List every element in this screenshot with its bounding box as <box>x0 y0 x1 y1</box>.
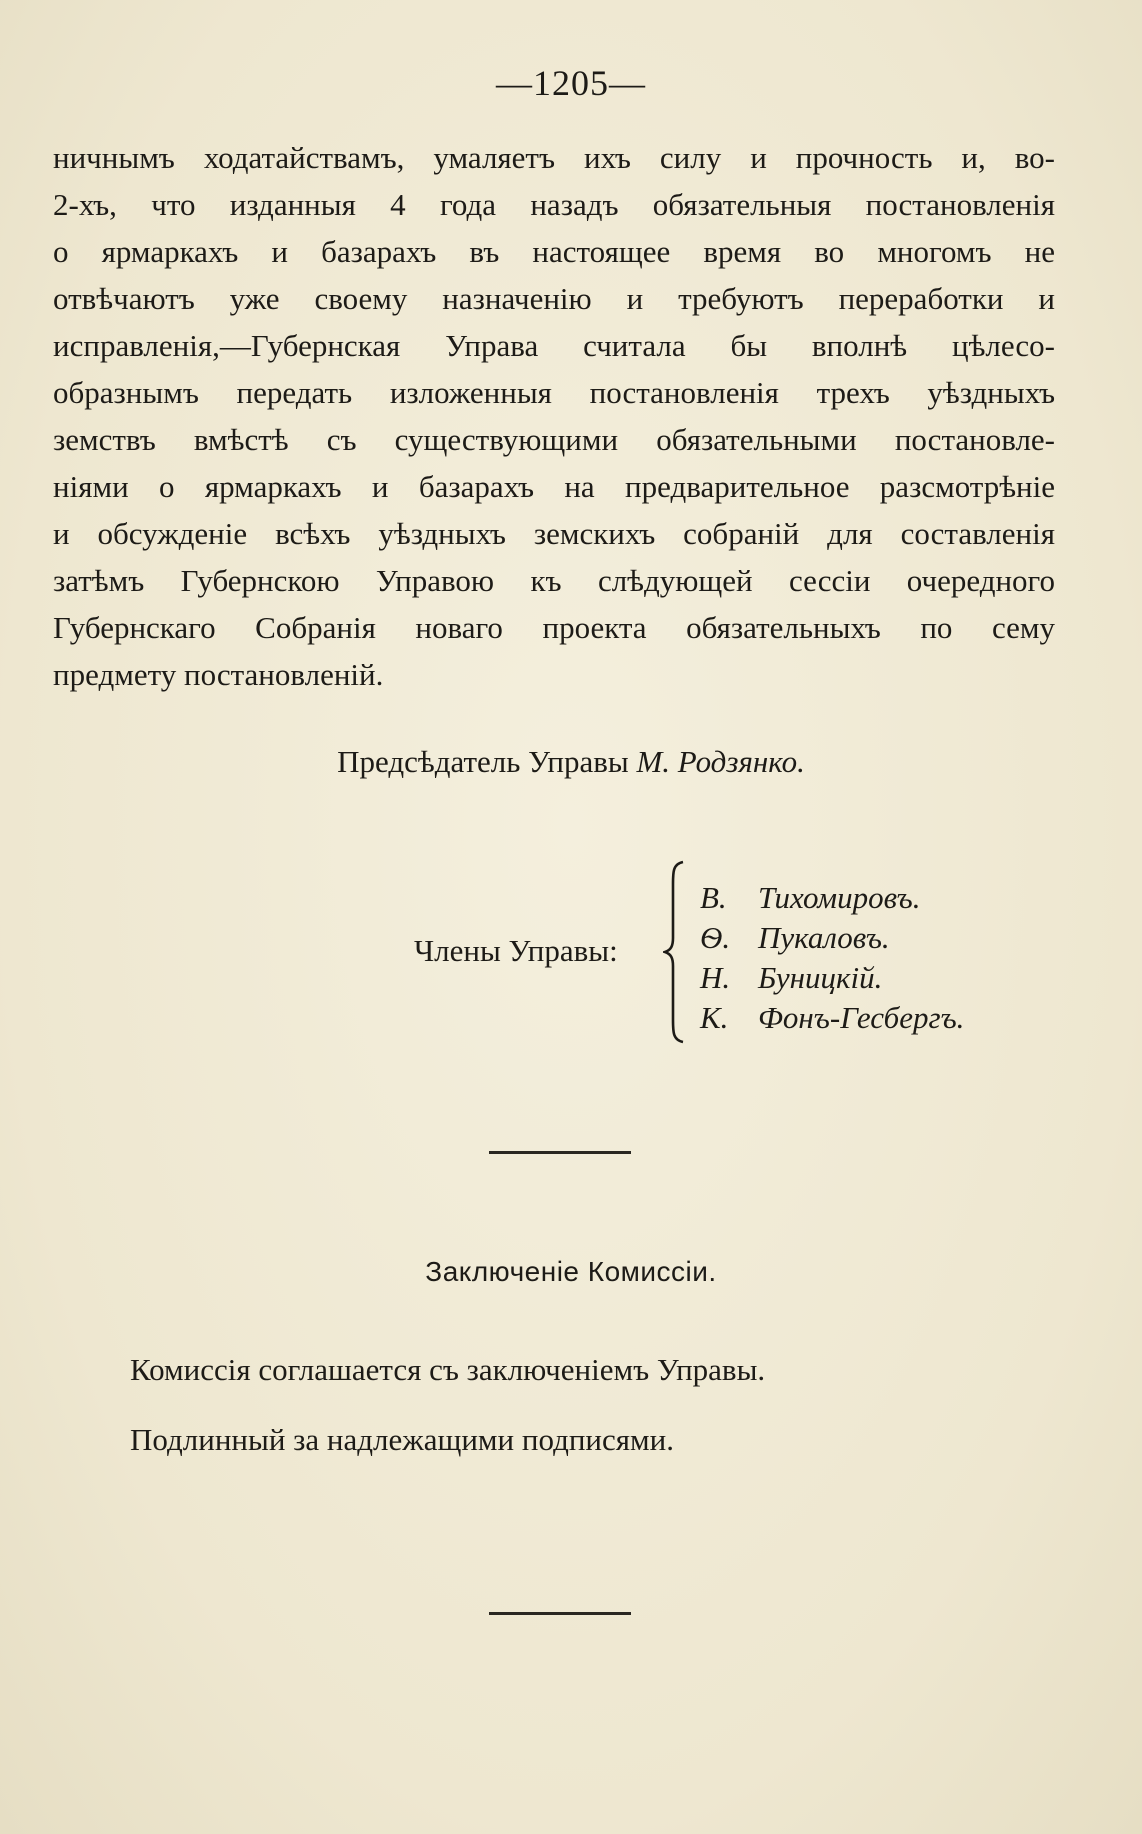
member-entry <box>700 918 964 958</box>
member-entry <box>700 998 964 1038</box>
member-initial: Н. <box>700 960 731 995</box>
text-line: отвѣчаютъ уже своему назначенію и требуютъ переработки и <box>53 281 1055 316</box>
text-line: о ярмаркахъ и базарахъ въ настоящее время во многомъ не <box>53 234 1055 269</box>
member-surname: Пукаловъ. <box>758 920 890 955</box>
member-surname: Тихомировъ. <box>758 880 921 915</box>
text-line: Губернскаго Собранія новаго проекта обязательныхъ по сему <box>53 610 1055 645</box>
text-line: и обсужденіе всѣхъ уѣздныхъ земскихъ собраній для составленія <box>53 516 1055 551</box>
signature-note: Подлинный за надлежащими подписями. <box>130 1422 674 1457</box>
text-line: земствъ вмѣстѣ съ существующими обязательными постановле- <box>53 422 1055 457</box>
text-line: образнымъ передать изложенныя постановленія трехъ уѣздныхъ <box>53 375 1055 410</box>
member-surname: Буницкій. <box>758 960 883 995</box>
curly-brace-icon <box>663 860 687 1044</box>
member-initial: Ѳ. <box>700 920 731 955</box>
section-title: Заключеніе Комиссіи. <box>425 1256 717 1287</box>
divider-rule <box>489 1151 631 1154</box>
text-line: ничнымъ ходатайствамъ, умаляетъ ихъ силу и прочность и, во- <box>53 140 1055 175</box>
text-line: 2-хъ, что изданныя 4 года назадъ обязательныя постановленія <box>53 187 1055 222</box>
commission-conclusion: Комиссія соглашается съ заключеніемъ Управы. <box>130 1352 766 1387</box>
member-initial: В. <box>700 880 727 915</box>
body-paragraph <box>53 134 1055 698</box>
chairman-signature <box>0 744 1142 780</box>
chairman-title: Предсѣдатель Управы <box>337 744 629 779</box>
member-surname: Фонъ-Гесбергъ. <box>758 1000 965 1035</box>
text-line: ніями о ярмаркахъ и базарахъ на предварительное разсмотрѣніе <box>53 469 1055 504</box>
text-line: затѣмъ Губернскою Управою къ слѣдующей сессіи очередного <box>53 563 1055 598</box>
page-number: —1205— <box>496 63 646 103</box>
members-list <box>700 878 964 1038</box>
member-entry <box>700 958 964 998</box>
member-initial: К. <box>700 1000 729 1035</box>
members-label: Члены Управы: <box>414 933 618 968</box>
text-line: исправленія,—Губернская Управа считала бы вполнѣ цѣлесо- <box>53 328 1055 363</box>
chairman-name: М. Родзянко. <box>636 744 805 779</box>
text-line: предмету постановленій. <box>53 657 384 692</box>
divider-rule <box>489 1612 631 1615</box>
member-entry <box>700 878 964 918</box>
